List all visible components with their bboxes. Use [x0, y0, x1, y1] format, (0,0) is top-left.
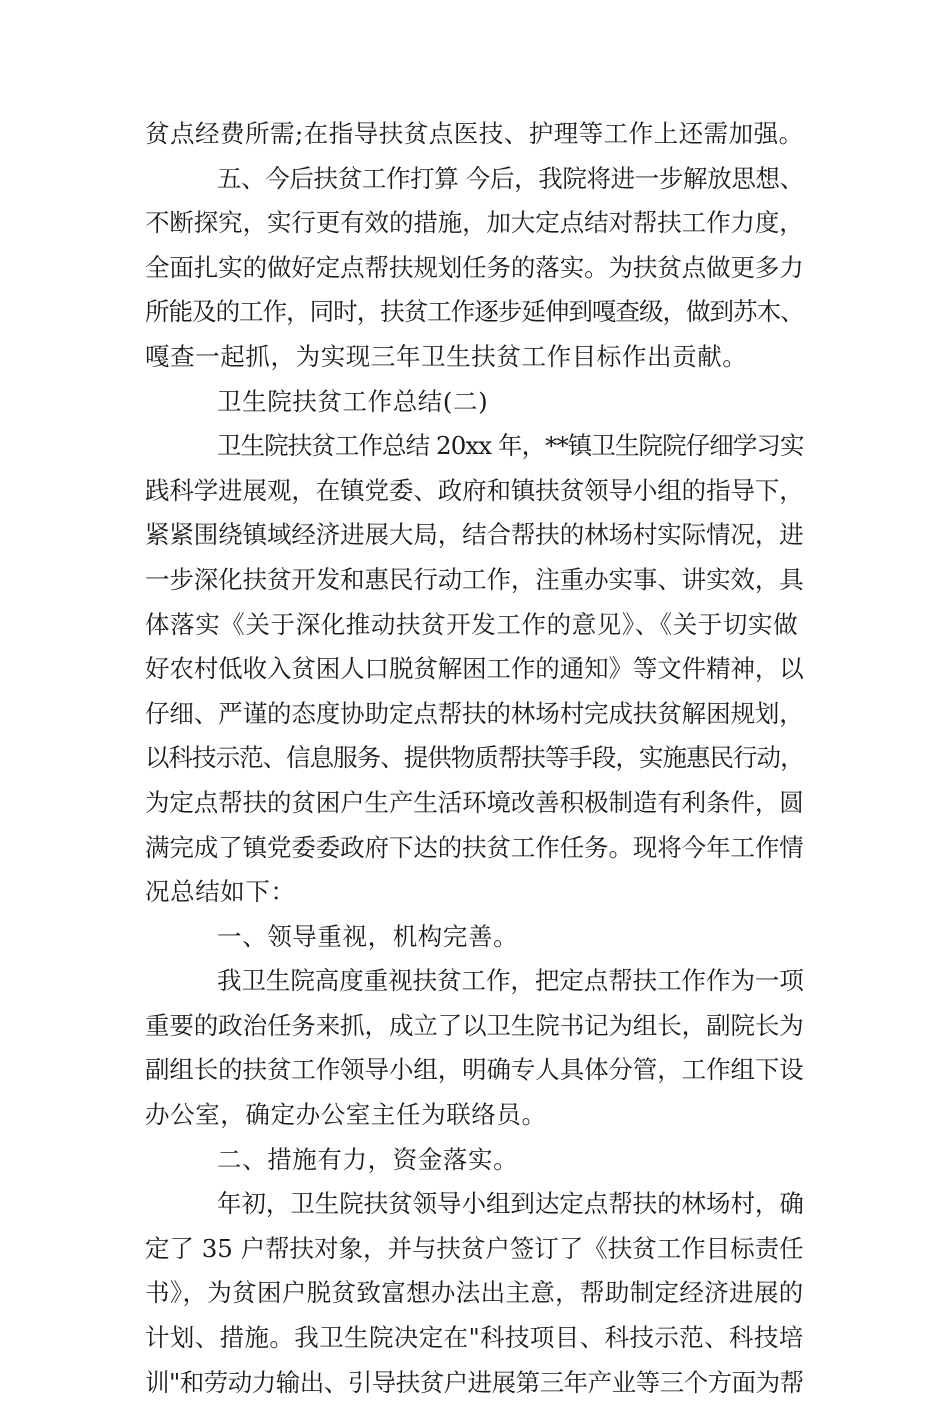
text-line: 体落实《关于深化推动扶贫开发工作的意见》、《关于切实做	[145, 609, 799, 639]
text-line: 紧紧围绕镇域经济进展大局，结合帮扶的林场村实际情况，进	[145, 520, 804, 550]
text-line: 所能及的工作，同时，扶贫工作逐步延伸到嘎查级，做到苏木、	[145, 297, 804, 327]
text-line: 全面扎实的做好定点帮扶规划任务的落实。为扶贫点做更多力	[145, 252, 804, 282]
text-line: 训"和劳动力输出、引导扶贫户进展第三年产业等三个方面为帮	[145, 1367, 804, 1397]
text-line: 重要的政治任务来抓，成立了以卫生院书记为组长，副院长为	[145, 1010, 804, 1040]
text-line: 好农村低收入贫困人口脱贫解困工作的通知》等文件精神，以	[145, 654, 804, 684]
text-line: 二、措施有力，资金落实。	[217, 1144, 519, 1174]
text-line: 贫点经费所需;在指导扶贫点医技、护理等工作上还需加强。	[145, 119, 804, 148]
text-line: 仔细、严谨的态度协助定点帮扶的林场村完成扶贫解困规划，	[145, 698, 804, 728]
text-line: 嘎查一起抓，为实现三年卫生扶贫工作目标作出贡献。	[145, 341, 748, 371]
text-line: 满完成了镇党委委政府下达的扶贫工作任务。现将今年工作情	[145, 832, 804, 862]
text-line: 副组长的扶贫工作领导小组，明确专人具体分管，工作组下设	[145, 1055, 804, 1085]
text-line: 以科技示范、信息服务、提供物质帮扶等手段，实施惠民行动，	[145, 743, 804, 773]
text-line: 卫生院扶贫工作总结(二)	[217, 386, 489, 416]
text-line: 一、领导重视，机构完善。	[217, 921, 519, 951]
text-line: 为定点帮扶的贫困户生产生活环境改善积极制造有利条件，圆	[145, 787, 804, 817]
text-line: 践科学进展观，在镇党委、政府和镇扶贫领导小组的指导下，	[145, 475, 804, 505]
text-line: 况总结如下：	[145, 877, 296, 907]
text-line: 卫生院扶贫工作总结 20xx 年，**镇卫生院院仔细学习实	[217, 431, 804, 461]
text-line: 定了 35 户帮扶对象，并与扶贫户签订了《扶贫工作目标责任	[145, 1233, 804, 1263]
text-line: 办公室，确定办公室主任为联络员。	[145, 1100, 547, 1130]
text-line: 不断探究，实行更有效的措施，加大定点结对帮扶工作力度，	[145, 208, 804, 238]
text-line: 年初，卫生院扶贫领导小组到达定点帮扶的林场村，确	[217, 1189, 804, 1219]
document-body	[145, 112, 805, 1405]
text-line: 书》，为贫困户脱贫致富想办法出主意，帮助制定经济进展的	[145, 1278, 804, 1308]
text-line: 计划、措施。我卫生院决定在"科技项目、科技示范、科技培	[145, 1323, 804, 1353]
text-line: 五、今后扶贫工作打算 今后，我院将进一步解放思想、	[217, 163, 804, 193]
text-line: 一步深化扶贫开发和惠民行动工作，注重办实事、讲实效，具	[145, 564, 804, 594]
text-line: 我卫生院高度重视扶贫工作，把定点帮扶工作作为一项	[217, 966, 804, 996]
